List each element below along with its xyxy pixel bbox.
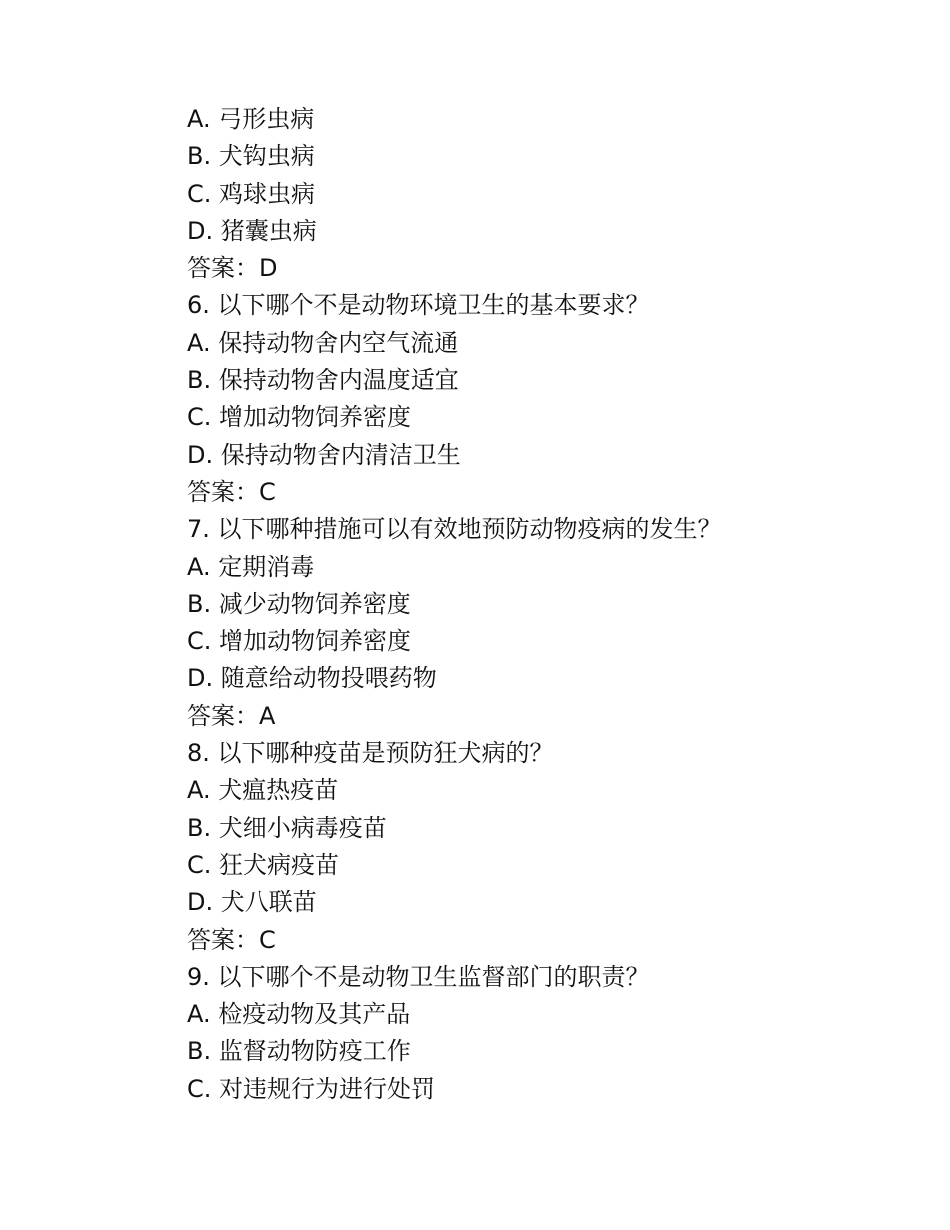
option-line: B. 减少动物饲养密度 bbox=[187, 589, 411, 618]
option-line: A. 定期消毒 bbox=[187, 552, 315, 581]
option-line: D. 随意给动物投喂药物 bbox=[187, 664, 437, 693]
option-line: C. 对违规行为进行处罚 bbox=[187, 1074, 436, 1103]
option-line: A. 犬瘟热疫苗 bbox=[187, 776, 339, 805]
option-line: B. 犬细小病毒疫苗 bbox=[187, 813, 387, 842]
question-line: 6. 以下哪个不是动物环境卫生的基本要求？ bbox=[187, 291, 650, 320]
answer-line: 答案：D bbox=[187, 254, 278, 283]
answer-line: 答案：C bbox=[187, 477, 276, 506]
option-line: D. 猪囊虫病 bbox=[187, 216, 317, 245]
option-line: B. 保持动物舍内温度适宜 bbox=[187, 366, 459, 395]
option-line: D. 犬八联苗 bbox=[187, 888, 317, 917]
option-line: A. 保持动物舍内空气流通 bbox=[187, 328, 459, 357]
option-line: A. 弓形虫病 bbox=[187, 105, 315, 133]
option-line: C. 鸡球虫病 bbox=[187, 179, 316, 208]
option-line: B. 监督动物防疫工作 bbox=[187, 1037, 411, 1066]
option-line: C. 狂犬病疫苗 bbox=[187, 850, 340, 879]
question-text-block bbox=[187, 101, 887, 1108]
option-line: B. 犬钩虫病 bbox=[187, 142, 315, 171]
question-line: 9. 以下哪个不是动物卫生监督部门的职责？ bbox=[187, 962, 650, 991]
option-line: A. 检疫动物及其产品 bbox=[187, 1000, 411, 1029]
question-line: 7. 以下哪种措施可以有效地预防动物疫病的发生？ bbox=[187, 515, 722, 544]
answer-line: 答案：A bbox=[187, 701, 276, 730]
option-line: D. 保持动物舍内清洁卫生 bbox=[187, 440, 461, 469]
option-line: C. 增加动物饲养密度 bbox=[187, 403, 412, 432]
answer-line: 答案：C bbox=[187, 925, 276, 954]
option-line: C. 增加动物饲养密度 bbox=[187, 627, 412, 656]
question-line: 8. 以下哪种疫苗是预防狂犬病的？ bbox=[187, 739, 554, 768]
